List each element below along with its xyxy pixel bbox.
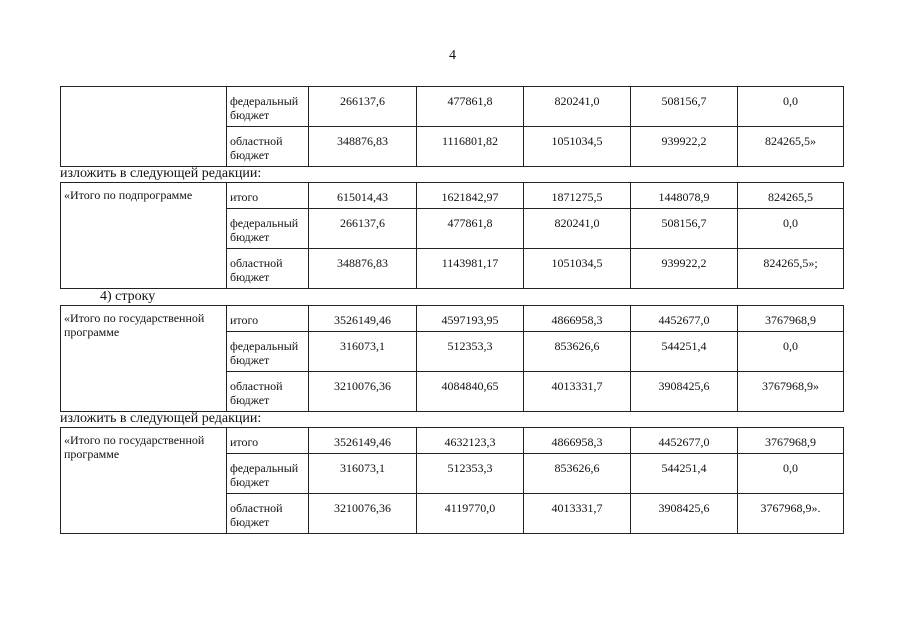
- value-cell: 3526149,46: [309, 306, 417, 332]
- value-cell: 939922,2: [631, 249, 738, 289]
- value-cell: 4866958,3: [524, 306, 631, 332]
- value-cell: 939922,2: [631, 127, 738, 167]
- category-cell: областной бюджет: [227, 372, 309, 412]
- table-row: [61, 428, 844, 454]
- category-cell: областной бюджет: [227, 494, 309, 534]
- value-cell: 853626,6: [524, 332, 631, 372]
- instruction-text: изложить в следующей редакции:: [60, 411, 262, 426]
- value-cell: 4866958,3: [524, 428, 631, 454]
- value-cell: 4452677,0: [631, 428, 738, 454]
- value-cell: 3767968,9».: [738, 494, 844, 534]
- value-cell: 3210076,36: [309, 494, 417, 534]
- value-cell: 824265,5: [738, 183, 844, 209]
- table-2-block: [60, 182, 844, 289]
- row-label-cell: [61, 87, 227, 167]
- value-cell: 4084840,65: [417, 372, 524, 412]
- row-label-cell: «Итого по государственной программе: [61, 428, 227, 534]
- value-cell: 1051034,5: [524, 127, 631, 167]
- value-cell: 615014,43: [309, 183, 417, 209]
- value-cell: 3526149,46: [309, 428, 417, 454]
- value-cell: 512353,3: [417, 454, 524, 494]
- value-cell: 0,0: [738, 209, 844, 249]
- value-cell: 4013331,7: [524, 494, 631, 534]
- value-cell: 1621842,97: [417, 183, 524, 209]
- value-cell: 3908425,6: [631, 372, 738, 412]
- value-cell: 3767968,9: [738, 428, 844, 454]
- category-cell: областной бюджет: [227, 127, 309, 167]
- value-cell: 4013331,7: [524, 372, 631, 412]
- value-cell: 0,0: [738, 87, 844, 127]
- value-cell: 3767968,9»: [738, 372, 844, 412]
- value-cell: 0,0: [738, 454, 844, 494]
- category-cell: федеральный бюджет: [227, 87, 309, 127]
- value-cell: 508156,7: [631, 209, 738, 249]
- table-1-block: [60, 86, 844, 167]
- value-cell: 1051034,5: [524, 249, 631, 289]
- value-cell: 1448078,9: [631, 183, 738, 209]
- value-cell: 477861,8: [417, 87, 524, 127]
- value-cell: 266137,6: [309, 87, 417, 127]
- value-cell: 1116801,82: [417, 127, 524, 167]
- value-cell: 316073,1: [309, 332, 417, 372]
- value-cell: 3210076,36: [309, 372, 417, 412]
- table-4: [60, 427, 844, 534]
- table-row: [61, 306, 844, 332]
- value-cell: 3767968,9: [738, 306, 844, 332]
- row-label-cell: «Итого по государственной программе: [61, 306, 227, 412]
- table-3: [60, 305, 844, 412]
- row-label-cell: «Итого по подпрограмме: [61, 183, 227, 289]
- table-1: [60, 86, 844, 167]
- value-cell: 4119770,0: [417, 494, 524, 534]
- value-cell: 348876,83: [309, 249, 417, 289]
- category-cell: федеральный бюджет: [227, 332, 309, 372]
- value-cell: 508156,7: [631, 87, 738, 127]
- instruction-text: 4) строку: [100, 289, 156, 304]
- value-cell: 1871275,5: [524, 183, 631, 209]
- value-cell: 4632123,3: [417, 428, 524, 454]
- value-cell: 477861,8: [417, 209, 524, 249]
- table-2: [60, 182, 844, 289]
- value-cell: 544251,4: [631, 332, 738, 372]
- value-cell: 4452677,0: [631, 306, 738, 332]
- value-cell: 853626,6: [524, 454, 631, 494]
- value-cell: 266137,6: [309, 209, 417, 249]
- value-cell: 820241,0: [524, 209, 631, 249]
- table-row: [61, 87, 844, 127]
- category-cell: областной бюджет: [227, 249, 309, 289]
- category-cell: итого: [227, 306, 309, 332]
- category-cell: итого: [227, 428, 309, 454]
- category-cell: итого: [227, 183, 309, 209]
- table-4-block: [60, 427, 844, 534]
- value-cell: 544251,4: [631, 454, 738, 494]
- value-cell: 316073,1: [309, 454, 417, 494]
- value-cell: 820241,0: [524, 87, 631, 127]
- category-cell: федеральный бюджет: [227, 454, 309, 494]
- instruction-text: изложить в следующей редакции:: [60, 166, 262, 181]
- table-row: [61, 183, 844, 209]
- value-cell: 4597193,95: [417, 306, 524, 332]
- value-cell: 3908425,6: [631, 494, 738, 534]
- value-cell: 824265,5»;: [738, 249, 844, 289]
- value-cell: 348876,83: [309, 127, 417, 167]
- category-cell: федеральный бюджет: [227, 209, 309, 249]
- page-number: 4: [449, 48, 456, 63]
- value-cell: 512353,3: [417, 332, 524, 372]
- value-cell: 0,0: [738, 332, 844, 372]
- table-3-block: [60, 305, 844, 412]
- value-cell: 1143981,17: [417, 249, 524, 289]
- value-cell: 824265,5»: [738, 127, 844, 167]
